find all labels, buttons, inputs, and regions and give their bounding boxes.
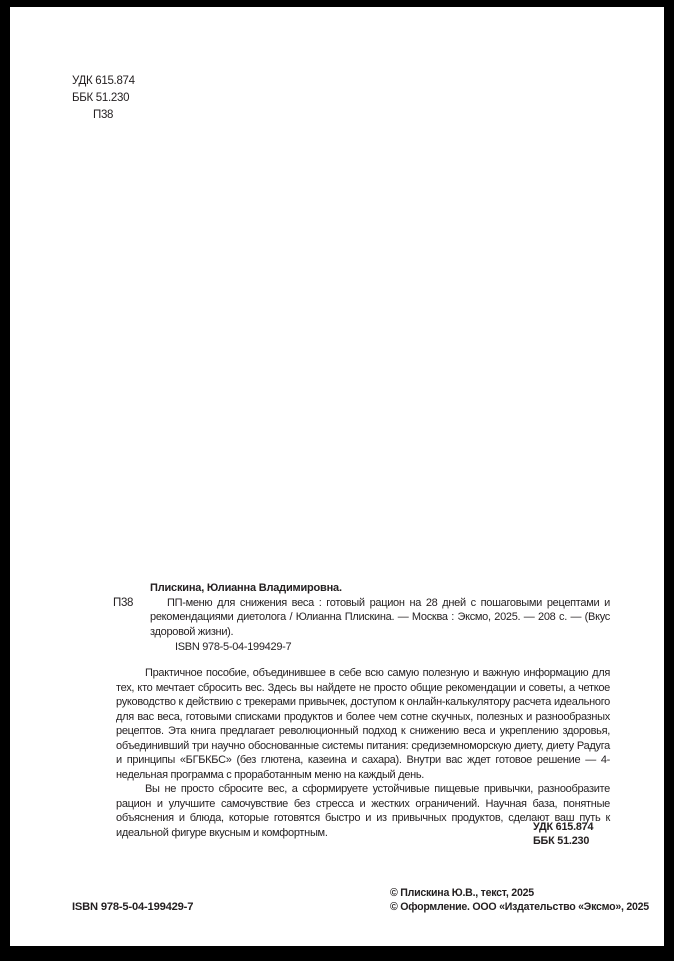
copyright-block [390,886,649,914]
bibliographic-description: ПП-меню для снижения веса : готовый рацион на 28 дней с пошаговыми рецептами и рекомендациями диетолога / Юлианна Плискина. — Москва : Эксмо, 2025. — 208 с. — (Вкус здоровой жизни). [150,596,610,638]
annotation-paragraph-2: Вы не просто сбросите вес, а сформируете устойчивые пищевые привычки, разнообразите рацион и улучшите самочувствие без стресса и жестких ограничений. Научная база, понятные объяснения и блюда, которые готовятся быстро и из привычных продуктов, сделают ваш путь к идеальной фигуре вкусным и комфортным. [116,783,610,840]
isbn-footer-line: ISBN 978-5-04-199429-7 [72,901,194,913]
annotation-block [116,666,610,841]
bibliographic-entry [150,581,610,639]
author-sign-margin-label: П38 [113,597,134,609]
udk-code-bottom: УДК 615.874 [533,821,594,833]
book-imprint-page [10,7,664,946]
annotation-paragraph-1: Практичное пособие, объединившее в себе всю самую полезную и важную информацию для тех, кто мечтает сбросить вес. Здесь вы найдете не просто общие рекомендации и советы, а четкое руководство к действию с трекерами привычек, доступом к онлайн-калькулятору расчета идеального для вас веса, готовыми списками продуктов и более чем сотне скучных, полезных и разнообразных рецептов. Эта книга предлагает революционный подход к снижению веса и укреплению здоровья, объединивший три научно обоснованные системы питания: средиземноморскую диету, диету Радуга и принципы «БГБКБС» (без глютена, казеина и сахара). Внутри вас ждет готовое решение — 4-недельная программа с проработанным меню на каждый день. [116,667,610,781]
udk-code-top: УДК 615.874 [72,75,135,87]
bbk-code-top: ББК 51.230 [72,92,130,104]
copyright-text-line: © Плискина Ю.В., текст, 2025 [390,887,534,899]
copyright-design-line: © Оформление. ООО «Издательство «Эксмо», 2025 [390,901,649,914]
isbn-catalog-line: ISBN 978-5-04-199429-7 [175,641,292,653]
header-catalog-codes [72,73,135,124]
author-heading: Плискина, Юлианна Владимировна. [150,582,342,594]
footer-catalog-codes [533,821,593,848]
bbk-code-bottom: ББК 51.230 [533,834,590,847]
author-sign-top: П38 [93,109,114,121]
